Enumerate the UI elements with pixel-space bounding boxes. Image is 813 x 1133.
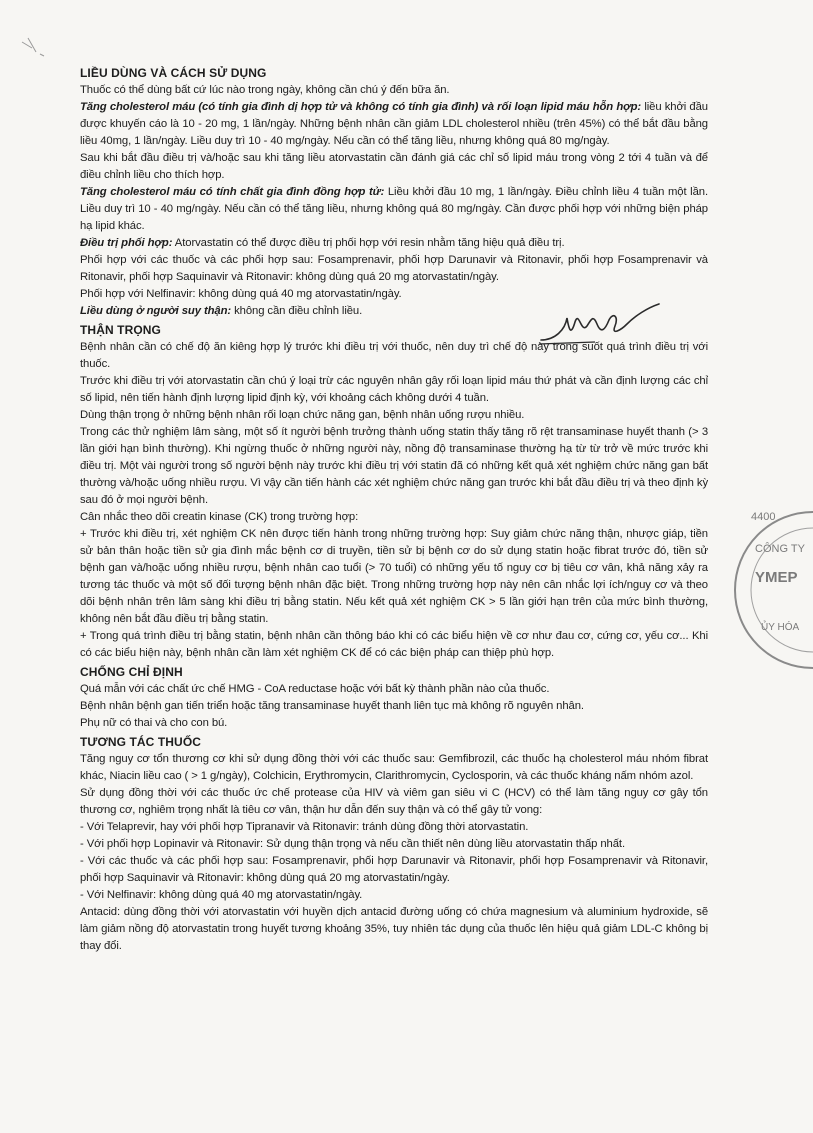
dosage-paragraph-1: Thuốc có thể dùng bất cứ lúc nào trong ngày, không cần chú ý đến bữa ăn. [80, 84, 450, 96]
contraindications-paragraph-3: Phụ nữ có thai và cho con bú. [80, 717, 228, 729]
interactions-paragraph-7: Antacid: dùng đồng thời với atorvastatin với huyền dịch antacid đường uống có chứa magnesium và aluminium hydroxide, sẽ làm giảm nồng độ atorvastatin trong huyết tương khoảng 35%, tuy nhiên tác dụng của thuốc lên hiệu quả giảm LDL-C không bị thay đổi. [80, 906, 708, 952]
interactions-paragraph-4: - Với phối hợp Lopinavir và Ritonavir: Sử dụng thận trọng và nếu cần thiết nên dùng liều atorvastatin thấp nhất. [80, 838, 625, 850]
stamp-line-2: CÔNG TY [755, 543, 805, 555]
interactions-paragraph-2: Sử dụng đồng thời với các thuốc ức chế protease của HIV và viêm gan siêu vi C (HCV) có thể làm tăng nguy cơ gây tổn thương cơ, nghiêm trọng nhất là tiêu cơ vân, thận hư dẫn đến suy thận và có thể gây tử vong: [80, 787, 708, 816]
dosage-paragraph-8: Liều dùng ở người suy thận: không cần điều chỉnh liều. [80, 305, 363, 317]
interactions-paragraph-1: Tăng nguy cơ tổn thương cơ khi sử dụng đồng thời với các thuốc sau: Gemfibrozil, các thuốc hạ cholesterol máu nhóm fibrat khác, Niacin liều cao ( > 1 g/ngày), Colchicin, Erythromycin, Clarithromycin, Cyclosporin, và các thuốc kháng nấm nhóm azol. [80, 753, 708, 782]
interactions-paragraph-3: - Với Telaprevir, hay với phối hợp Tipranavir và Ritonavir: tránh dùng đồng thời atorvastatin. [80, 821, 529, 833]
precautions-paragraph-3: Dùng thận trọng ở những bệnh nhân rối loạn chức năng gan, bệnh nhân uống rượu nhiều. [80, 409, 525, 421]
dosage-paragraph-2: Tăng cholesterol máu (có tính gia đình dị hợp tử và không có tính gia đình) và rối loạn lipid máu hỗn hợp: liều khởi đầu được khuyến cáo là 10 - 20 mg, 1 lần/ngày. Những bệnh nhân cần giảm LDL cholesterol nhiều (trên 45%) có thể bắt đầu bằng liều 40mg, 1 lần/ngày. Liều duy trì 10 - 40 mg/ngày. Nếu cần có thể tăng liều, nhưng không quá 80 mg/ngày. [80, 101, 708, 147]
dosage-subheading-homozygous: Tăng cholesterol máu có tính chất gia đình đồng hợp tử: [80, 186, 385, 198]
interactions-paragraph-6: - Với Nelfinavir: không dùng quá 40 mg atorvastatin/ngày. [80, 889, 363, 901]
stamp-line-3: YMEP [755, 569, 798, 586]
precautions-paragraph-5: Cân nhắc theo dõi creatin kinase (CK) trong trường hợp: [80, 511, 359, 523]
heading-dosage: LIỀU DÙNG VÀ CÁCH SỬ DỤNG [80, 66, 267, 80]
scan-corner-mark [18, 34, 58, 64]
dosage-paragraph-6: Phối hợp với các thuốc và các phối hợp sau: Fosamprenavir, phối hợp Darunavir và Ritonavir, phối hợp Fosamprenavir và Ritonavir, phối hợp Saquinavir và Ritonavir: không dùng quá 20 mg atorvastatin/ngày. [80, 254, 708, 283]
company-stamp [733, 490, 813, 730]
stamp-line-1: 4400 [751, 511, 776, 523]
precautions-paragraph-1: Bệnh nhân cần có chế độ ăn kiêng hợp lý trước khi điều trị với thuốc, nên duy trì chế độ này trong suốt quá trình điều trị với thuốc. [80, 341, 708, 370]
dosage-paragraph-5: Điều trị phối hợp: Atorvastatin có thể được điều trị phối hợp với resin nhằm tăng hiệu quả điều trị. [80, 237, 565, 249]
dosage-subheading-combination: Điều trị phối hợp: [80, 237, 173, 249]
dosage-subheading-renal: Liều dùng ở người suy thận: [80, 305, 232, 317]
heading-interactions: TƯƠNG TÁC THUỐC [80, 735, 202, 749]
dosage-subheading-hypercholesterolemia: Tăng cholesterol máu (có tính gia đình dị hợp tử và không có tính gia đình) và rối loạn lipid máu hỗn hợp: [80, 101, 642, 113]
dosage-paragraph-7: Phối hợp với Nelfinavir: không dùng quá 40 mg atorvastatin/ngày. [80, 288, 402, 300]
dosage-paragraph-3: Sau khi bắt đầu điều trị và/hoặc sau khi tăng liều atorvastatin cần đánh giá các chỉ số lipid máu trong vòng 2 tới 4 tuần và để điều chỉnh liều cho thích hợp. [80, 152, 708, 181]
contraindications-paragraph-2: Bệnh nhân bệnh gan tiến triển hoặc tăng transaminase huyết thanh liên tục mà không rõ nguyên nhân. [80, 700, 584, 712]
document-page [80, 63, 708, 955]
interactions-paragraph-5: - Với các thuốc và các phối hợp sau: Fosamprenavir, phối hợp Darunavir và Ritonavir, phối hợp Fosamprenavir và Ritonavir, phối hợp Saquinavir và Ritonavir: không dùng quá 20 mg atorvastatin/ngày. [80, 855, 708, 884]
contraindications-paragraph-1: Quá mẫn với các chất ức chế HMG - CoA reductase hoặc với bất kỳ thành phần nào của thuốc. [80, 683, 550, 695]
heading-precautions: THẬN TRỌNG [80, 323, 161, 337]
dosage-paragraph-4: Tăng cholesterol máu có tính chất gia đình đồng hợp tử: Liều khởi đầu 10 mg, 1 lần/ngày. Điều chỉnh liều 4 tuần một lần. Liều duy trì 10 - 40 mg/ngày. Nếu cần có thể tăng liều, nhưng không quá 80 mg/ngày. Cần được phối hợp với những biện pháp hạ lipid khác. [80, 186, 708, 232]
precautions-paragraph-7: + Trong quá trình điều trị bằng statin, bệnh nhân cần thông báo khi có các biểu hiện về cơ như đau cơ, cứng cơ, yếu cơ... Khi có các biểu hiện này, bệnh nhân cần làm xét nghiệm CK để có các biện pháp can thiệp phù hợp. [80, 630, 708, 659]
precautions-paragraph-4: Trong các thử nghiệm lâm sàng, một số ít người bệnh trưởng thành uống statin thấy tăng rõ rệt transaminase huyết thanh (> 3 lần giới hạn bình thường). Khi ngừng thuốc ở những người này, nồng độ transaminase thường hạ từ từ trở về mức trước khi điều trị. Một vài người trong số người bệnh này trước khi điều trị với statin đã có những kết quả xét nghiệm chức năng gan bất thường và/hoặc uống nhiều rượu. Vì vậy cần tiến hành các xét nghiệm chức năng gan trước khi bắt đầu điều trị và theo định kỳ sau đó ở mọi người bệnh. [80, 426, 708, 506]
precautions-paragraph-6: + Trước khi điều trị, xét nghiệm CK nên được tiến hành trong những trường hợp: Suy giảm chức năng thận, nhược giáp, tiền sử bản thân hoặc tiền sử gia đình mắc bệnh cơ di truyền, tiền sử bị bệnh cơ do sử dụng statin hoặc fibrat trước đó, tiền sử bệnh gan và/hoặc uống nhiều rượu, bệnh nhân cao tuổi (> 70 tuổi) có những yếu tố nguy cơ bị tiêu cơ vân, khả năng xảy ra tương tác thuốc và một số đối tượng bệnh nhân đặc biệt. Trong những trường hợp này nên cân nhắc lợi ích/nguy cơ và theo dõi bệnh nhân trên lâm sàng khi điều trị bằng statin. Nếu kết quả xét nghiệm CK > 5 lần giới hạn trên của mức bình thường, không nên bắt đầu điều trị bằng statin. [80, 528, 708, 625]
heading-contraindications: CHỐNG CHỈ ĐỊNH [80, 665, 183, 679]
handwritten-signature [535, 300, 665, 352]
stamp-line-4: ỦY HÓA [761, 622, 800, 633]
precautions-paragraph-2: Trước khi điều trị với atorvastatin cần chú ý loại trừ các nguyên nhân gây rối loạn lipid máu thứ phát và cần định lượng các chỉ số lipid, nên tiến hành định lượng lipid định kỳ, với khoảng cách không dưới 4 tuần. [80, 375, 708, 404]
